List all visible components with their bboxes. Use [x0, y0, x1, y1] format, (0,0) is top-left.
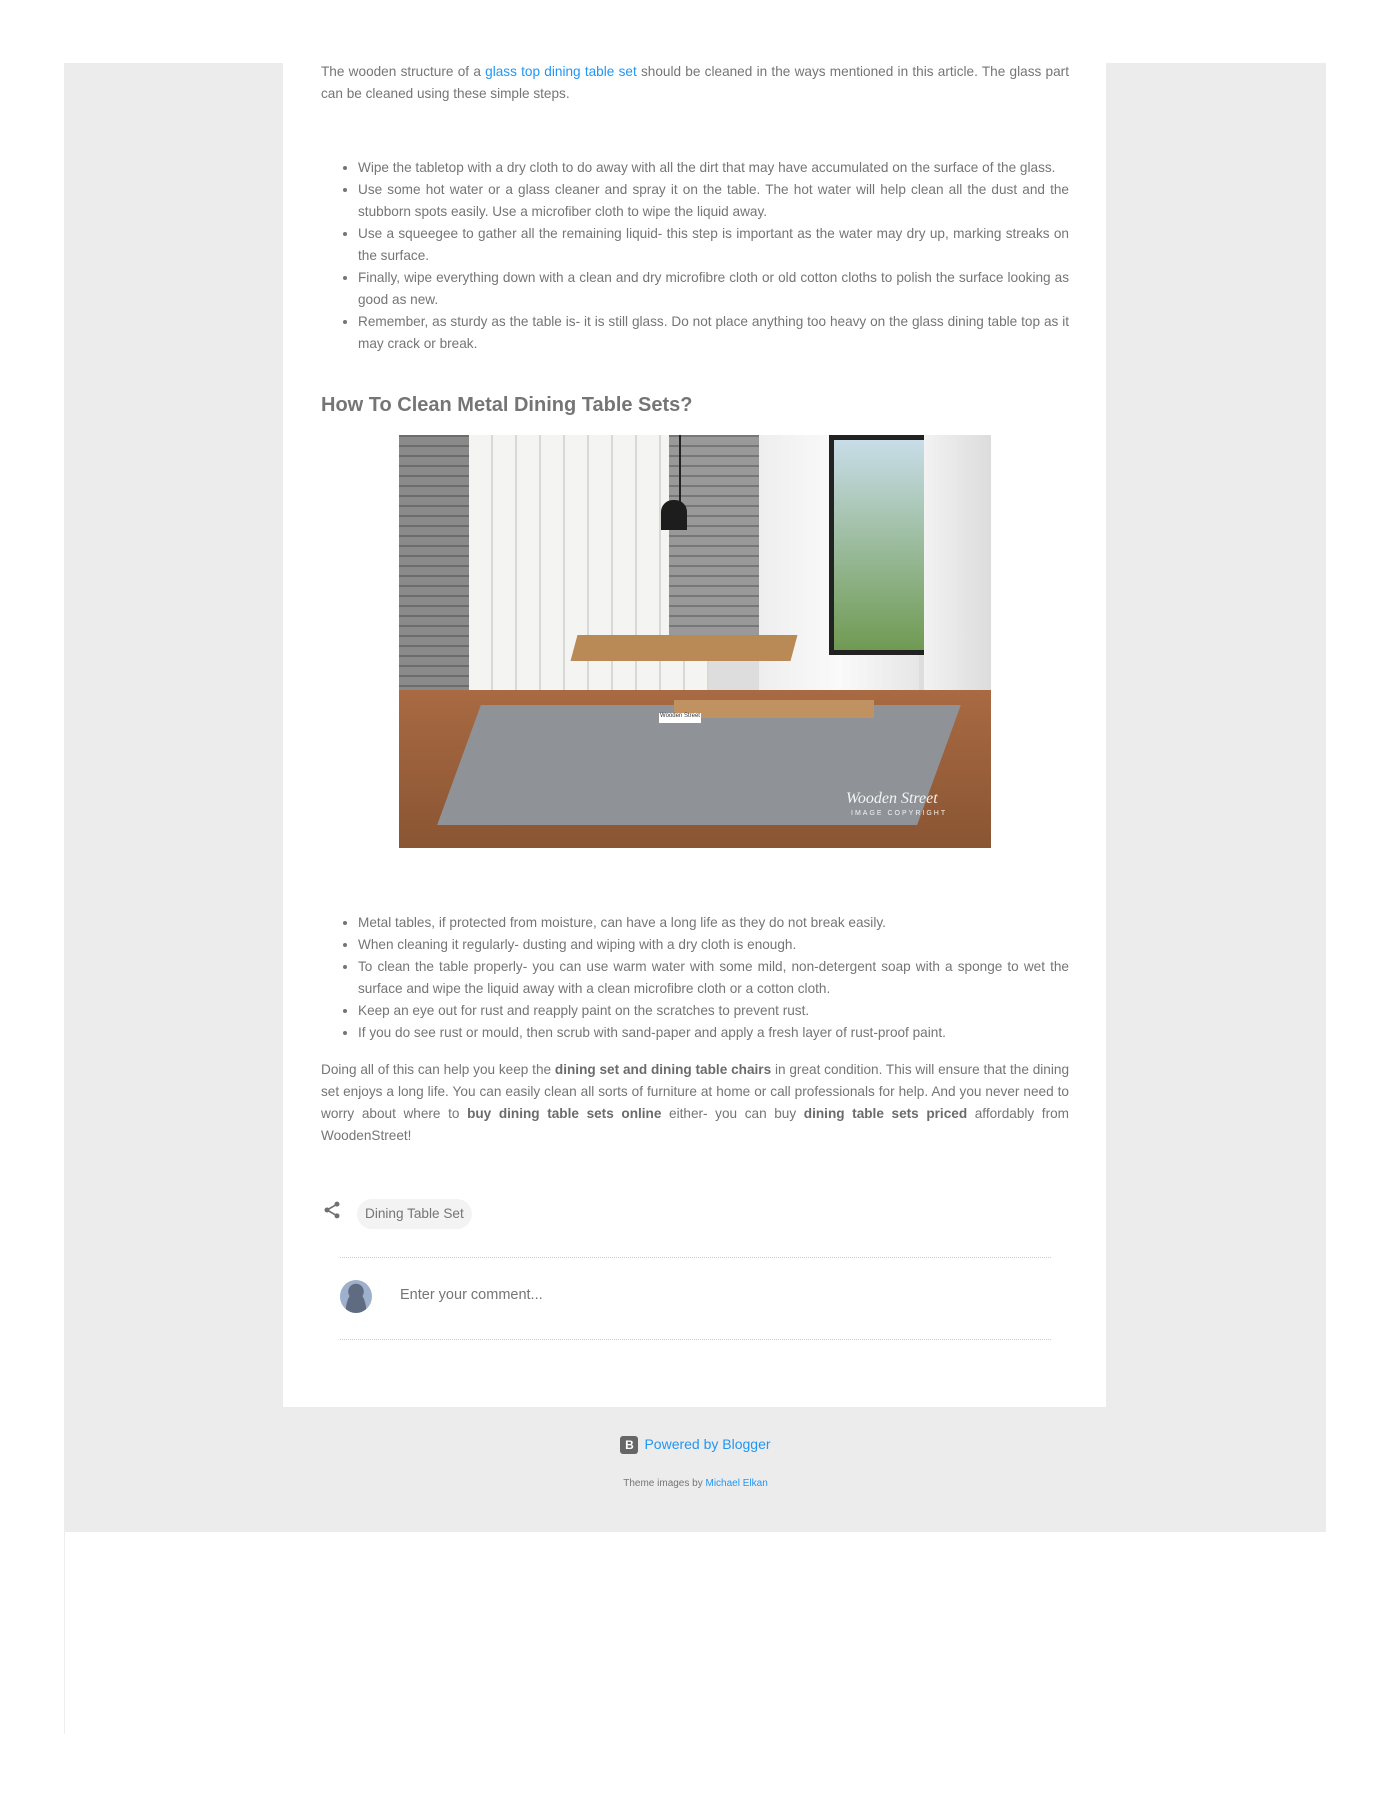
comment-input[interactable]: Enter your comment... — [400, 1287, 543, 1303]
dining-set-photo[interactable]: Wooden Street Wooden Street IMAGE COPYRIGHT — [399, 435, 991, 848]
list-item: • Use a squeegee to gather all the remaining liquid- this step is important as the water may dry up, marking streaks on the surface. — [358, 223, 1069, 267]
list-item: • Keep an eye out for rust and reapply paint on the scratches to prevent rust. — [358, 1000, 1069, 1022]
list-item: • Metal tables, if protected from moisture, can have a long life as they do not break easily. — [358, 912, 1069, 934]
avatar — [340, 1280, 372, 1313]
section-heading: How To Clean Metal Dining Table Sets? — [321, 394, 693, 416]
glass-steps-list — [321, 157, 1069, 355]
divider — [340, 1339, 1051, 1340]
list-item: • If you do see rust or mould, then scrub with sand-paper and apply a fresh layer of rust-proof paint. — [358, 1022, 1069, 1044]
list-item: • Wipe the tabletop with a dry cloth to do away with all the dirt that may have accumulated on the surface of the glass. — [358, 157, 1069, 179]
divider — [64, 1532, 65, 1734]
list-item: • Finally, wipe everything down with a clean and dry microfibre cloth or old cotton cloths to polish the surface looking as good as new. — [358, 267, 1069, 311]
label-dining-table-set[interactable]: Dining Table Set — [357, 1199, 472, 1229]
brand-tag: Wooden Street — [659, 713, 701, 723]
list-item: • To clean the table properly- you can use warm water with some mild, non-detergent soap with a sponge to wet the surface and wipe the liquid away with a clean microfibre cloth or a cotton cloth. — [358, 956, 1069, 1000]
list-item: • Remember, as sturdy as the table is- it is still glass. Do not place anything too heavy on the glass dining table top as it may crack or break. — [358, 311, 1069, 355]
blogger-icon: B — [620, 1436, 638, 1454]
metal-steps-list — [321, 912, 1069, 1044]
powered-by-blogger[interactable] — [0, 1436, 1391, 1454]
watermark: Wooden Street — [846, 790, 938, 807]
divider — [340, 1257, 1051, 1258]
theme-credit: Theme images by Michael Elkan — [623, 1478, 768, 1489]
list-item: • Use some hot water or a glass cleaner and spray it on the table. The hot water will help clean all the dust and the stubborn spots easily. Use a microfiber cloth to wipe the liquid away. — [358, 179, 1069, 223]
closing-paragraph: Doing all of this can help you keep the dining set and dining table chairs in great condition. This will ensure that the dining set enjoys a long life. You can easily clean all sorts of furniture at home or call professionals for help. And you never need to worry about where to buy dining table sets online either- you can buy dining table sets priced affordably from WoodenStreet! — [321, 1062, 1070, 1143]
list-item: • When cleaning it regularly- dusting and wiping with a dry cloth is enough. — [358, 934, 1069, 956]
share-icon[interactable] — [322, 1199, 342, 1221]
glass-top-link[interactable]: glass top dining table set — [485, 64, 637, 79]
powered-by-link[interactable]: Powered by Blogger — [644, 1436, 771, 1452]
theme-author-link[interactable]: Michael Elkan — [705, 1478, 768, 1489]
intro-paragraph: The wooden structure of a glass top dining table set should be cleaned in the ways mentioned in this article. The glass part can be cleaned using these simple steps. — [321, 64, 1069, 101]
